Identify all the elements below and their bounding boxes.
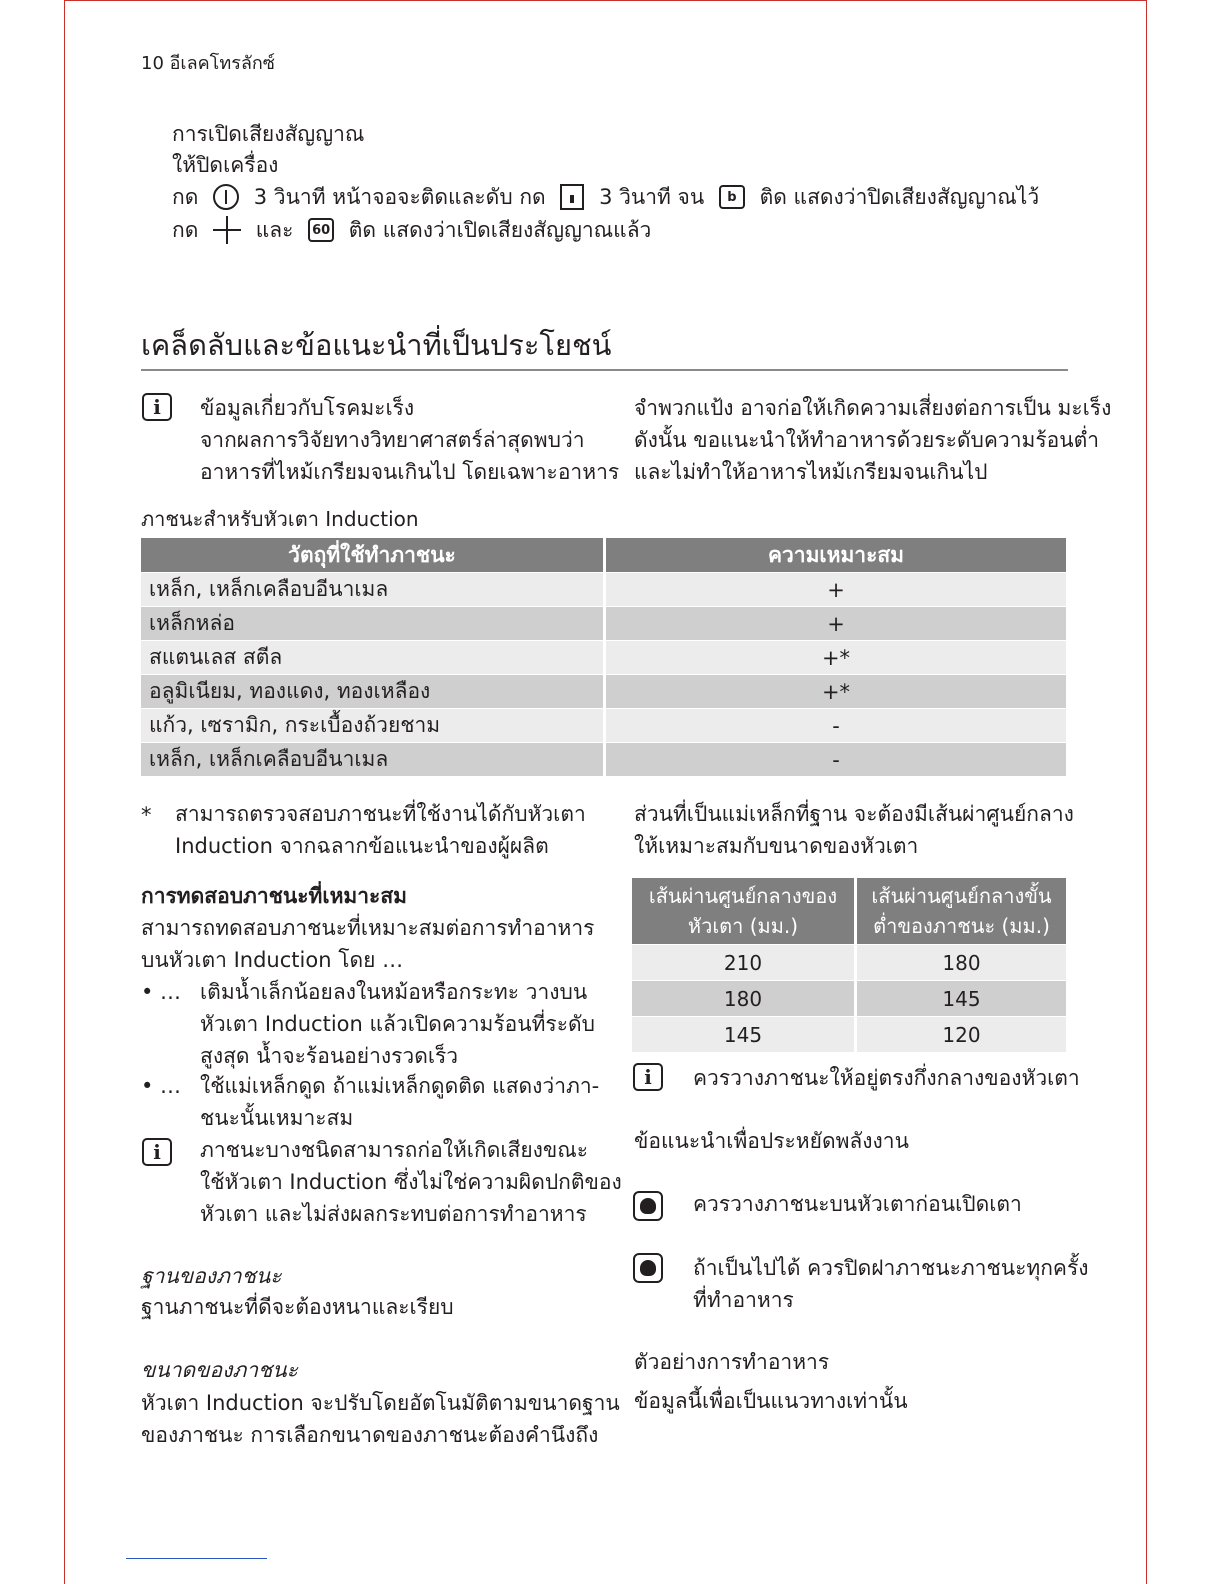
bullet-marker: • … bbox=[141, 980, 182, 1004]
footnote-line: Induction จากฉลากข้อแนะนำของผู้ผลิต bbox=[175, 834, 549, 858]
diameter-table bbox=[632, 878, 1066, 1052]
cancer-info-left-line: จากผลการวิจัยทางวิทยาศาสตร์ล่าสุดพบว่า bbox=[200, 428, 585, 452]
base-text: ฐานภาชนะที่ดีจะต้องหนาและเรียบ bbox=[141, 1295, 454, 1319]
table-row bbox=[141, 640, 1066, 674]
energy-tip-2 bbox=[693, 1252, 1089, 1316]
footnote bbox=[175, 798, 586, 862]
cancer-info-left-line: ข้อมูลเกี่ยวกับโรคมะเร็ง bbox=[200, 396, 415, 420]
test-intro bbox=[141, 912, 594, 976]
footnote-star: * bbox=[141, 803, 152, 827]
test-bullet-1 bbox=[200, 976, 595, 1072]
cookware-header-suitability: ความเหมาะสม bbox=[603, 538, 1066, 572]
bullet-marker: • … bbox=[141, 1074, 182, 1098]
eco-tip-icon bbox=[633, 1191, 663, 1221]
diameter-header-zone-line: เส้นผ่านศูนย์กลางของ bbox=[648, 884, 838, 908]
section-divider bbox=[141, 369, 1068, 371]
test-intro-line: สามารถทดสอบภาชนะที่เหมาะสมต่อการทำอาหาร bbox=[141, 916, 595, 940]
cookware-material: เหล็ก, เหล็กเคลือบอีนาเมล bbox=[141, 742, 603, 776]
diameter-header-zone-line: หัวเตา (มม.) bbox=[687, 914, 799, 938]
alarm-line-3-c: 3 วินาที จน bbox=[599, 185, 705, 209]
size-text bbox=[141, 1387, 620, 1451]
info-icon: i bbox=[142, 1138, 172, 1166]
lock-icon bbox=[560, 184, 584, 210]
power-icon bbox=[213, 184, 239, 210]
table-row bbox=[141, 606, 1066, 640]
page-header: 10 อีเลคโทรลักซ์ bbox=[141, 53, 276, 74]
alarm-title: การเปิดเสียงสัญญาณ bbox=[172, 122, 365, 146]
cancer-info-right-line: ดังนั้น ขอแนะนำให้ทำอาหารด้วยระดับความร้อนต่ำ bbox=[634, 428, 1100, 452]
table-row bbox=[141, 708, 1066, 742]
bullet-line: หัวเตา Induction แล้วเปิดความร้อนที่ระดับ bbox=[200, 1012, 595, 1036]
cookware-suitability: + bbox=[603, 572, 1066, 606]
diameter-header-pan-line: ต่ำของภาชนะ (มม.) bbox=[873, 914, 1050, 938]
alarm-line-4-b: และ bbox=[255, 218, 294, 242]
alarm-line-3-d: ติด แสดงว่าปิดเสียงสัญญาณไว้ bbox=[759, 185, 1040, 209]
zone-diameter: 180 bbox=[632, 980, 854, 1016]
cookware-table bbox=[141, 538, 1066, 776]
zone-diameter: 210 bbox=[632, 944, 854, 980]
alarm-line-4-c: ติด แสดงว่าเปิดเสียงสัญญาณแล้ว bbox=[348, 218, 652, 242]
cookware-suitability: - bbox=[603, 742, 1066, 776]
alarm-line-3 bbox=[172, 181, 1039, 212]
table-row bbox=[632, 980, 1066, 1016]
zone-diameter: 145 bbox=[632, 1016, 854, 1052]
table-row bbox=[141, 572, 1066, 606]
cookware-caption: ภาชนะสำหรับหัวเตา Induction bbox=[141, 507, 419, 531]
alarm-line-4 bbox=[172, 214, 651, 245]
magnet-line: ให้เหมาะสมกับขนาดของหัวเตา bbox=[634, 834, 919, 858]
cookware-material: อลูมิเนียม, ทองแดง, ทองเหลือง bbox=[141, 674, 603, 708]
table-row bbox=[632, 1016, 1066, 1052]
energy-tip-2-line: ที่ทำอาหาร bbox=[693, 1288, 794, 1312]
alarm-line-3-b: 3 วินาที หน้าจอจะติดและดับ กด bbox=[253, 185, 546, 209]
bullet-line: ใช้แม่เหล็กดูด ถ้าแม่เหล็กดูดติด แสดงว่าภา- bbox=[200, 1074, 600, 1098]
magnet-line: ส่วนที่เป็นแม่เหล็กที่ฐาน จะต้องมีเส้นผ่าศูนย์กลาง bbox=[634, 802, 1074, 826]
pan-diameter: 120 bbox=[854, 1016, 1066, 1052]
alarm-line-2: ให้ปิดเครื่อง bbox=[172, 153, 279, 177]
example-text: ข้อมูลนี้เพื่อเป็นแนวทางเท่านั้น bbox=[634, 1389, 908, 1413]
footer-rule bbox=[126, 1558, 267, 1559]
example-title: ตัวอย่างการทำอาหาร bbox=[634, 1350, 830, 1374]
table-row bbox=[141, 742, 1066, 776]
info-icon: i bbox=[633, 1063, 663, 1091]
cancer-info-left bbox=[200, 392, 619, 488]
bullet-line: เติมน้ำเล็กน้อยลงในหม้อหรือกระทะ วางบน bbox=[200, 980, 588, 1004]
center-note: ควรวางภาชนะให้อยู่ตรงกึ่งกลางของหัวเตา bbox=[693, 1066, 1080, 1090]
cookware-material: แก้ว, เซรามิก, กระเบื้องถ้วยชาม bbox=[141, 708, 603, 742]
diameter-header-zone bbox=[632, 878, 854, 944]
section-title: เคล็ดลับและข้อแนะนำที่เป็นประโยชน์ bbox=[141, 328, 612, 362]
cancer-info-right-line: และไม่ทำให้อาหารไหม้เกรียมจนเกินไป bbox=[634, 460, 988, 484]
pan-diameter: 180 bbox=[854, 944, 1066, 980]
cancer-info-left-line: อาหารที่ไหม้เกรียมจนเกินไป โดยเฉพาะอาหาร bbox=[200, 460, 620, 484]
note-line: ใช้หัวเตา Induction ซึ่งไม่ใช่ความผิดปกติของ bbox=[200, 1170, 622, 1194]
alarm-line-3-a: กด bbox=[172, 185, 199, 209]
page-frame-left bbox=[64, 0, 65, 1584]
display-b-icon: b bbox=[719, 185, 745, 209]
cookware-material: เหล็กหล่อ bbox=[141, 606, 603, 640]
base-title: ฐานของภาชนะ bbox=[141, 1264, 282, 1288]
display-60-icon: 60 bbox=[308, 218, 334, 242]
table-row bbox=[632, 944, 1066, 980]
cookware-suitability: + bbox=[603, 606, 1066, 640]
page-frame-right bbox=[1146, 0, 1147, 1584]
diameter-header-pan bbox=[854, 878, 1066, 944]
note-line: หัวเตา และไม่ส่งผลกระทบต่อการทำอาหาร bbox=[200, 1202, 587, 1226]
test-title: การทดสอบภาชนะที่เหมาะสม bbox=[141, 884, 407, 908]
size-line: ของภาชนะ การเลือกขนาดของภาชนะต้องคำนึงถึง bbox=[141, 1423, 599, 1447]
cancer-info-right-line: จำพวกแป้ง อาจก่อให้เกิดความเสี่ยงต่อการเป็น มะเร็ง bbox=[634, 396, 1112, 420]
cookware-suitability: +* bbox=[603, 640, 1066, 674]
test-bullet-2 bbox=[200, 1070, 599, 1134]
bullet-line: ชนะนั้นเหมาะสม bbox=[200, 1106, 354, 1130]
alarm-line-4-a: กด bbox=[172, 218, 199, 242]
pan-diameter: 145 bbox=[854, 980, 1066, 1016]
size-title: ขนาดของภาชนะ bbox=[141, 1358, 298, 1382]
eco-tip-icon bbox=[633, 1253, 663, 1283]
energy-title: ข้อแนะนำเพื่อประหยัดพลังงาน bbox=[634, 1129, 909, 1153]
footnote-line: สามารถตรวจสอบภาชนะที่ใช้งานได้กับหัวเตา bbox=[175, 802, 586, 826]
page-frame-top bbox=[64, 0, 1147, 1]
cookware-suitability: - bbox=[603, 708, 1066, 742]
noise-note bbox=[200, 1134, 622, 1230]
magnet-text bbox=[634, 798, 1074, 862]
plus-icon bbox=[213, 216, 241, 244]
bullet-line: สูงสุด น้ำจะร้อนอย่างรวดเร็ว bbox=[200, 1044, 459, 1068]
table-row bbox=[141, 674, 1066, 708]
test-intro-line: บนหัวเตา Induction โดย … bbox=[141, 948, 404, 972]
cookware-suitability: +* bbox=[603, 674, 1066, 708]
cookware-header-material: วัตถุที่ใช้ทำภาชนะ bbox=[141, 538, 603, 572]
energy-tip-1: ควรวางภาชนะบนหัวเตาก่อนเปิดเตา bbox=[693, 1192, 1022, 1216]
size-line: หัวเตา Induction จะปรับโดยอัตโนมัติตามขนาดฐาน bbox=[141, 1391, 620, 1415]
info-icon: i bbox=[142, 393, 172, 421]
energy-tip-2-line: ถ้าเป็นไปได้ ควรปิดฝาภาชนะภาชนะทุกครั้ง bbox=[693, 1256, 1089, 1280]
note-line: ภาชนะบางชนิดสามารถก่อให้เกิดเสียงขณะ bbox=[200, 1138, 589, 1162]
cookware-material: สแตนเลส สตีล bbox=[141, 640, 603, 674]
cancer-info-right bbox=[634, 392, 1111, 488]
cookware-material: เหล็ก, เหล็กเคลือบอีนาเมล bbox=[141, 572, 603, 606]
diameter-header-pan-line: เส้นผ่านศูนย์กลางขั้น bbox=[871, 884, 1052, 908]
